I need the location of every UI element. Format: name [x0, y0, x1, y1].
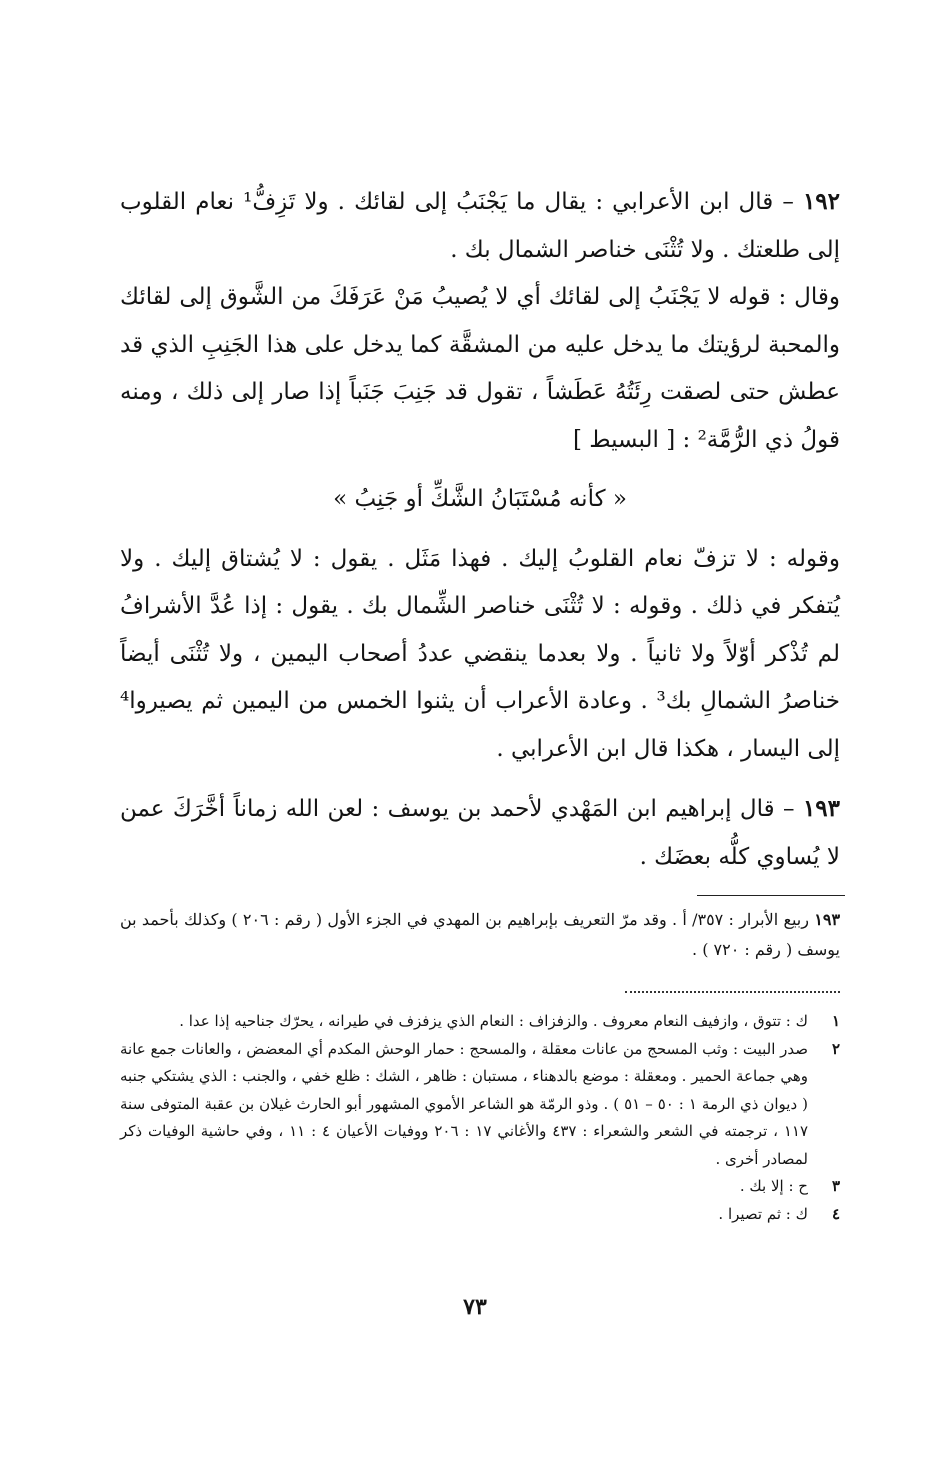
footnote-text: ح : إلا بك .	[739, 1177, 808, 1195]
paragraph-192-text: – قال ابن الأعرابي : يقال ما يَجْنَبُ إلى لقائك . ولا تَزِفُّ¹ نعام القلوب إلى طلعتك . ولا تُثْنَى خناصر الشمال بك .	[120, 189, 840, 263]
source-separator-rule	[697, 895, 845, 896]
footnote	[120, 1173, 840, 1201]
footnote	[120, 1008, 840, 1036]
source-note-text: ربيع الأبرار : ٣٥٧/ أ . وقد مرّ التعريف بإبراهيم بن المهدي في الجزء الأول ( رقم : ٢٠٦ ) وكذلك بأحمد بن يوسف ( رقم : ٧٢٠ ) .	[120, 910, 840, 959]
footnote	[120, 1201, 840, 1229]
footnote-separator-dotted	[625, 991, 840, 993]
paragraph-193-text: – قال إبراهيم ابن المَهْدي لأحمد بن يوسف : لعن الله زماناً أخَّرَكَ عمن لا يُساوي كلُّه بعضَك .	[120, 796, 840, 870]
main-text	[120, 178, 840, 881]
footnote-text: ك : تتوق ، وازفيف النعام معروف . والزفزاف : النعام الذي يزفزف في طيرانه ، يحرّك جناحيه إذا عدا .	[179, 1012, 808, 1030]
entry-number-193: ١٩٣	[802, 795, 840, 822]
source-note-number: ١٩٣	[814, 910, 841, 929]
footnote-number: ٢	[831, 1039, 840, 1058]
verse-line: « كأنه مُسْتَبَانُ الشَّكِّ أو جَنِبُ »	[333, 486, 627, 512]
page-number: ٧٣	[463, 1294, 487, 1320]
paragraph-193	[120, 785, 840, 881]
paragraph-192	[120, 178, 840, 274]
footnote-text: صدر البيت : وثب المسحج من عانات معقلة ، والمسحج : حمار الوحش المكدم أي المعضض ، والعانات جمع عانة وهي جماعة الحمير . ومعقلة : موضع بالدهناء ، مستبان : ظاهر ، الشك : ظلع خفي ، والجنب : الذي يشتكي جنبه ( ديوان ذي الرمة ١ : ٥٠ – ٥١ ) . وذو الرمّة هو الشاعر الأموي المشهور أبو الحارث غيلان بن عقبة المتوفى سنة ١١٧ ، ترجمته في الشعر والشعراء : ٤٣٧ والأغاني ١٧ : ٢٠٦ ووفيات الأعيان ٤ : ١١ ، وفي حاشية الوفيات ذكر لمصادر أخرى .	[120, 1039, 809, 1168]
footnote-number: ١	[831, 1012, 840, 1030]
footnote-number: ٣	[831, 1177, 840, 1195]
paragraph-commentary: وقال : قوله لا يَجْنَبُ إلى لقائك أي لا يُصيبُ مَنْ عَرَفَكَ من الشَّوق إلى لقائك والمحبة لرؤيتك ما يدخل عليه من المشقَّة كما يدخل على هذا الجَنِبِ الذي قد عطش حتى لصقت رِئَتُهُ عَطَشاً ، تقول قد جَنِبَ جَنَباً إذا صار إلى ذلك ، ومنه قولُ ذي الرُّمَّة² : [ البسيط ]	[120, 284, 840, 453]
footnotes	[120, 1008, 840, 1228]
paragraph-explanation: وقوله : لا تزفّ نعام القلوبُ إليك . فهذا مَثَل . يقول : لا يُشتاق إليك . ولا يُتفكر في ذلك . وقوله : لا تُثْنَى خناصر الشِّمال بك . يقول : إذا عُدَّ الأشرافُ لم تُذْكر أوّلاً ولا ثانياً . ولا بعدما ينقضي عددُ أصحاب اليمين ، ولا تُثْنَى أيضاً خناصرُ الشمالِ بك³ . وعادة الأعراب أن يثنوا الخمس من اليمين ثم يصيروا⁴ إلى اليسار ، هكذا قال ابن الأعرابي .	[120, 545, 840, 762]
footnote	[120, 1036, 840, 1174]
footnote-text: ك : ثم تصيرا .	[718, 1204, 808, 1223]
footnote-number: ٤	[831, 1204, 840, 1223]
entry-number-192: ١٩٢	[802, 188, 840, 215]
source-note	[120, 905, 840, 965]
